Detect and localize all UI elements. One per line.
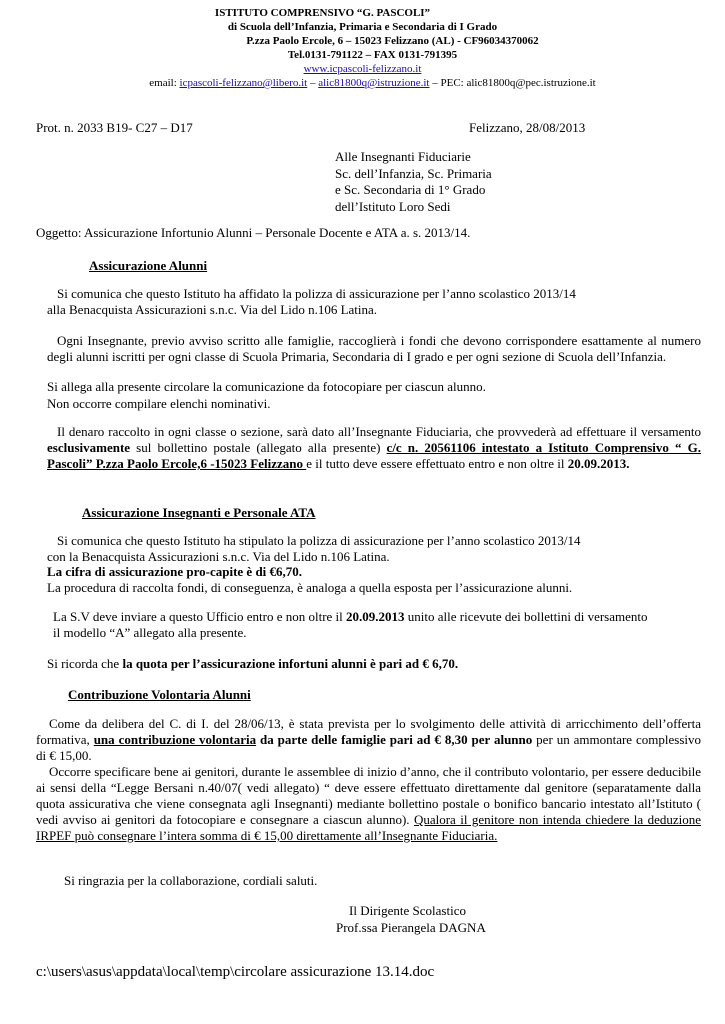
paragraph-line: il modello “A” allegato alla presente. xyxy=(53,625,247,640)
signatory-name: Prof.ssa Pierangela DAGNA xyxy=(336,919,486,935)
paragraph-line: La procedura di raccolta fondi, di conseguenza, è analoga a quella esposta per l’assicurazione alunni. xyxy=(47,580,573,595)
school-name: ISTITUTO COMPRENSIVO “G. PASCOLI” xyxy=(214,7,431,19)
postal-account-details: c/c n. 20561106 intestato a Istituto Comprensivo “ G. Pascoli” P.zza Paolo Ercole,6 -15023 Felizzano xyxy=(47,440,701,471)
school-address: P.zza Paolo Ercole, 6 – 15023 Felizzano (AL) - CF96034370062 xyxy=(246,35,539,47)
place-date: Felizzano, 28/08/2013 xyxy=(469,120,586,135)
pec-address: – PEC: alic81800q@pec.istruzione.it xyxy=(429,77,596,89)
paragraph-line: con la Benacquista Assicurazioni s.n.c. Via del Lido n.106 Latina. xyxy=(47,549,390,564)
section-title-contribuzione: Contribuzione Volontaria Alunni xyxy=(68,687,251,702)
recipient-line: e Sc. Secondaria di 1° Grado xyxy=(335,182,486,197)
paragraph: Come da delibera del C. di I. del 28/06/13, è stata prevista per lo svolgimento delle attività di arricchimento dell’offerta formativa, una contribuzione volontaria da parte delle famiglie pari ad € 8,30 per alunno per un ammontare complessivo di € 15,00. xyxy=(36,716,701,763)
signature-block xyxy=(336,903,486,936)
recipient-line: dell’Istituto Loro Sedi xyxy=(335,198,451,214)
email-link-2[interactable]: alic81800q@istruzione.it xyxy=(318,77,430,89)
paragraph-line: alla Benacquista Assicurazioni s.n.c. Via del Lido n.106 Latina. xyxy=(47,302,378,317)
website-link[interactable]: www.icpascoli-felizzano.it xyxy=(303,63,422,75)
paragraph-line: Si comunica che questo Istituto ha stipulato la polizza di assicurazione per l’anno scolastico 2013/14 xyxy=(57,533,581,548)
paragraph-line: Si allega alla presente circolare la comunicazione da fotocopiare per ciascun alunno. xyxy=(47,379,486,394)
paragraph-line: Si comunica che questo Istituto ha affidato la polizza di assicurazione per l’anno scolastico 2013/14 xyxy=(57,286,576,301)
payment-paragraph: Il denaro raccolto in ogni classe o sezione, sarà dato all’Insegnante Fiduciaria, che provvederà ad effettuare il versamento esclusivamente sul bollettino postale (allegato alla presente) c/c n. 20561106 intestato a Istituto Comprensivo “ G. Pascoli” P.zza Paolo Ercole,6 -15023 Felizzano e il tutto deve essere effettuato entro e non oltre il 20.09.2013. xyxy=(47,424,701,471)
paragraph-line: La cifra di assicurazione pro-capite è di €6,70. xyxy=(47,564,303,579)
file-path-footer: c:\users\asus\appdata\local\temp\circolare assicurazione 13.14.doc xyxy=(36,964,435,980)
school-description: di Scuola dell’Infanzia, Primaria e Secondaria di I Grado xyxy=(227,21,498,33)
section-title-alunni: Assicurazione Alunni xyxy=(89,258,208,273)
email-link-1[interactable]: icpascoli-felizzano@libero.it xyxy=(179,77,308,89)
paragraph-line: Non occorre compilare elenchi nominativi. xyxy=(47,396,271,411)
section-title-insegnanti: Assicurazione Insegnanti e Personale ATA xyxy=(82,505,316,520)
recipient-line: Alle Insegnanti Fiduciarie xyxy=(335,149,471,164)
school-phone: Tel.0131-791122 – FAX 0131-791395 xyxy=(287,49,458,61)
letterhead xyxy=(0,6,725,90)
email-line: email: icpascoli-felizzano@libero.it – alic81800q@istruzione.it – PEC: alic81800q@pec.istruzione.it xyxy=(149,77,596,89)
recipient-line: Sc. dell’Infanzia, Sc. Primaria xyxy=(335,165,492,181)
subject-line: Oggetto: Assicurazione Infortunio Alunni – Personale Docente e ATA a. s. 2013/14. xyxy=(36,225,471,240)
signatory-role: Il Dirigente Scolastico xyxy=(349,903,466,918)
recipients-block xyxy=(335,149,492,215)
protocol-number: Prot. n. 2033 B19- C27 – D17 xyxy=(36,120,193,135)
deadline-date: 20.09.2013. xyxy=(567,456,630,471)
paragraph-line: Si ricorda che la quota per l’assicurazione infortuni alunni è pari ad € 6,70. xyxy=(47,656,459,671)
paragraph: Occorre specificare bene ai genitori, durante le assemblee di inizio d’anno, che il contributo volontario, per essere deducibile ai sensi della “Legge Bersani n.40/07( vedi allegato) “ deve essere effettuato direttamente dal genitore (separatamente dalla quota assicurativa che viene consegnata agli Insegnanti) mediante bollettino postale o bonifico bancario intestato all’Istituto ( vedi avviso ai genitori da fotocopiare e consegnare a ciascun alunno). Qualora il genitore non intenda chiedere la deduzione IRPEF può consegnare l’intera somma di € 15,00 direttamente all’Insegnante Fiduciaria. xyxy=(36,764,701,843)
paragraph: Ogni Insegnante, previo avviso scritto alle famiglie, raccoglierà i fondi che devono corrispondere esattamente al numero degli alunni iscritti per ogni classe di Scuola Primaria, Secondaria di I grado e per ogni sezione di Scuola dell’Infanzia. xyxy=(47,333,701,364)
closing-line: Si ringrazia per la collaborazione, cordiali saluti. xyxy=(64,873,318,888)
paragraph-line: La S.V deve inviare a questo Ufficio entro e non oltre il 20.09.2013 unito alle ricevute dei bollettini di versamento xyxy=(53,609,648,624)
